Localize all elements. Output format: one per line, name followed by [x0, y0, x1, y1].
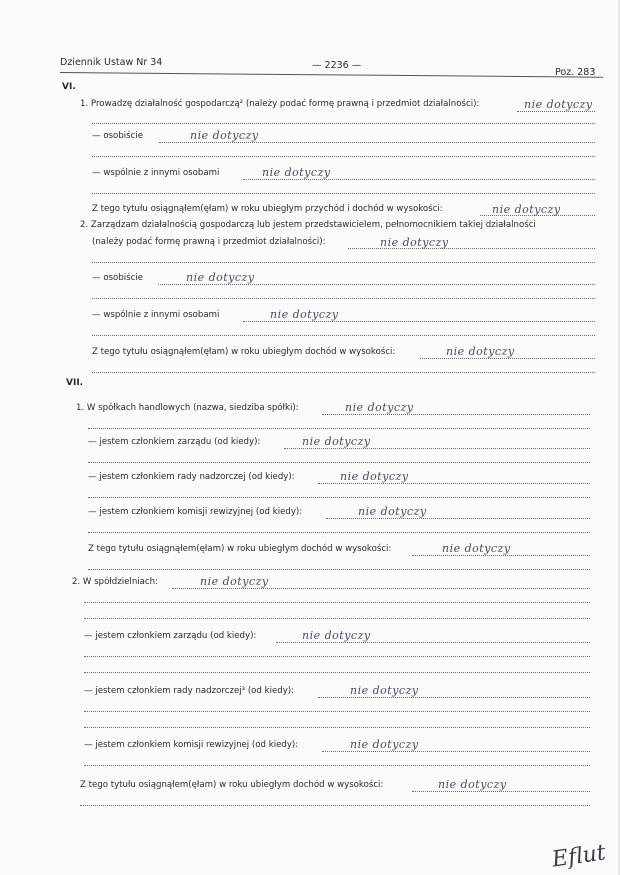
- handwritten-answer: nie dotyczy: [200, 575, 269, 588]
- fill-line: [92, 156, 595, 157]
- page-number: — 2236 —: [312, 60, 362, 71]
- vii-1-komisja: — jestem członkiem komisji rewizyjnej (od kiedy):: [88, 507, 303, 517]
- fill-line: [326, 518, 590, 519]
- header-rule: [60, 72, 603, 78]
- vii-2-zarzad: — jestem członkiem zarządu (od kiedy):: [84, 631, 257, 641]
- vi-2-text-cont: (należy podać formę prawną i przedmiot działalności):: [92, 237, 326, 247]
- fill-line: [412, 791, 590, 792]
- fill-line: [88, 497, 590, 498]
- fill-line: [318, 483, 590, 484]
- handwritten-answer: nie dotyczy: [302, 629, 371, 642]
- fill-line: [420, 358, 595, 359]
- vi-2-osobiscie: — osobiście: [92, 273, 144, 283]
- vii-1-income: Z tego tytułu osiągnąłem(ęłam) w roku ubiegłym dochód w wysokości:: [88, 544, 392, 554]
- fill-line: [92, 123, 595, 124]
- vi-2-text: 2. Zarządzam działalnością gospodarczą lub jestem przedstawicielem, pełnomocnikiem takiej działalności: [80, 220, 536, 230]
- fill-line: [92, 335, 595, 336]
- vii-1-zarzad: — jestem członkiem zarządu (od kiedy):: [88, 437, 261, 447]
- handwritten-answer: nie dotyczy: [190, 129, 259, 142]
- fill-line: [84, 765, 590, 766]
- handwritten-answer: nie dotyczy: [438, 778, 507, 791]
- journal-title: Dziennik Ustaw Nr 34: [60, 57, 163, 68]
- vii-2-text: 2. W spółdzielniach:: [72, 577, 158, 587]
- fill-line: [84, 727, 590, 728]
- handwritten-answer: nie dotyczy: [524, 98, 593, 111]
- fill-line: [84, 656, 590, 657]
- vii-2-income: Z tego tytułu osiągnąłem(ęłam) w roku ubiegłym dochód w wysokości:: [80, 780, 384, 790]
- vi-2-wspolnie: — wspólnie z innymi osobami: [92, 310, 220, 320]
- fill-line: [92, 262, 595, 263]
- fill-line: [243, 179, 595, 180]
- handwritten-answer: nie dotyczy: [186, 271, 255, 284]
- fill-line: [243, 321, 595, 322]
- handwritten-answer: nie dotyczy: [492, 203, 561, 216]
- handwritten-answer: nie dotyczy: [350, 684, 419, 697]
- section-vii-title: VII.: [66, 378, 84, 388]
- handwritten-answer: nie dotyczy: [340, 470, 409, 483]
- fill-line: [92, 193, 595, 194]
- fill-line: [92, 298, 595, 299]
- fill-line: [276, 642, 590, 643]
- fill-line: [84, 672, 590, 673]
- handwritten-answer: nie dotyczy: [350, 738, 419, 751]
- handwritten-signature: Eflut: [550, 840, 608, 873]
- vii-2-komisja: — jestem członkiem komisji rewizyjnej (od kiedy):: [84, 740, 299, 750]
- fill-line: [172, 588, 590, 589]
- fill-line: [88, 532, 590, 533]
- section-vi-title: VI.: [62, 82, 76, 92]
- handwritten-answer: nie dotyczy: [345, 401, 414, 414]
- fill-line: [412, 555, 590, 556]
- handwritten-answer: nie dotyczy: [380, 236, 449, 249]
- handwritten-answer: nie dotyczy: [358, 505, 427, 518]
- fill-line: [88, 428, 590, 429]
- fill-line: [158, 284, 595, 285]
- vii-1-text: 1. W spółkach handlowych (nazwa, siedziba spółki):: [76, 403, 299, 413]
- vii-1-rada: — jestem członkiem rady nadzorczej (od kiedy):: [88, 472, 295, 482]
- vi-1-osobiscie: — osobiście: [92, 131, 144, 141]
- vii-2-rada: — jestem członkiem rady nadzorczej³ (od kiedy):: [84, 686, 295, 696]
- handwritten-answer: nie dotyczy: [446, 345, 515, 358]
- vi-2-income: Z tego tytułu osiągnąłem(ęłam) w roku ubiegłym dochód w wysokości:: [92, 347, 396, 357]
- fill-line: [84, 618, 590, 619]
- fill-line: [88, 569, 590, 570]
- fill-line: [322, 751, 590, 752]
- fill-line: [92, 372, 595, 373]
- vi-1-wspolnie: — wspólnie z innymi osobami: [92, 168, 220, 178]
- fill-line: [88, 462, 590, 463]
- fill-line: [84, 602, 590, 603]
- handwritten-answer: nie dotyczy: [442, 542, 511, 555]
- handwritten-answer: nie dotyczy: [270, 308, 339, 321]
- vi-1-text: 1. Prowadzę działalność gospodarczą² (należy podać formę prawną i przedmiot działalności):: [80, 99, 480, 109]
- fill-line: [322, 414, 590, 415]
- handwritten-answer: nie dotyczy: [262, 166, 331, 179]
- fill-line: [517, 111, 595, 112]
- fill-line: [159, 142, 595, 143]
- fill-line: [284, 448, 590, 449]
- vi-1-income: Z tego tytułu osiągnąłem(ęłam) w roku ubiegłym przychód i dochód w wysokości:: [92, 204, 443, 214]
- fill-line: [80, 805, 590, 806]
- handwritten-answer: nie dotyczy: [302, 435, 371, 448]
- position-number: Poz. 283: [555, 67, 596, 78]
- fill-line: [84, 711, 590, 712]
- fill-line: [318, 697, 590, 698]
